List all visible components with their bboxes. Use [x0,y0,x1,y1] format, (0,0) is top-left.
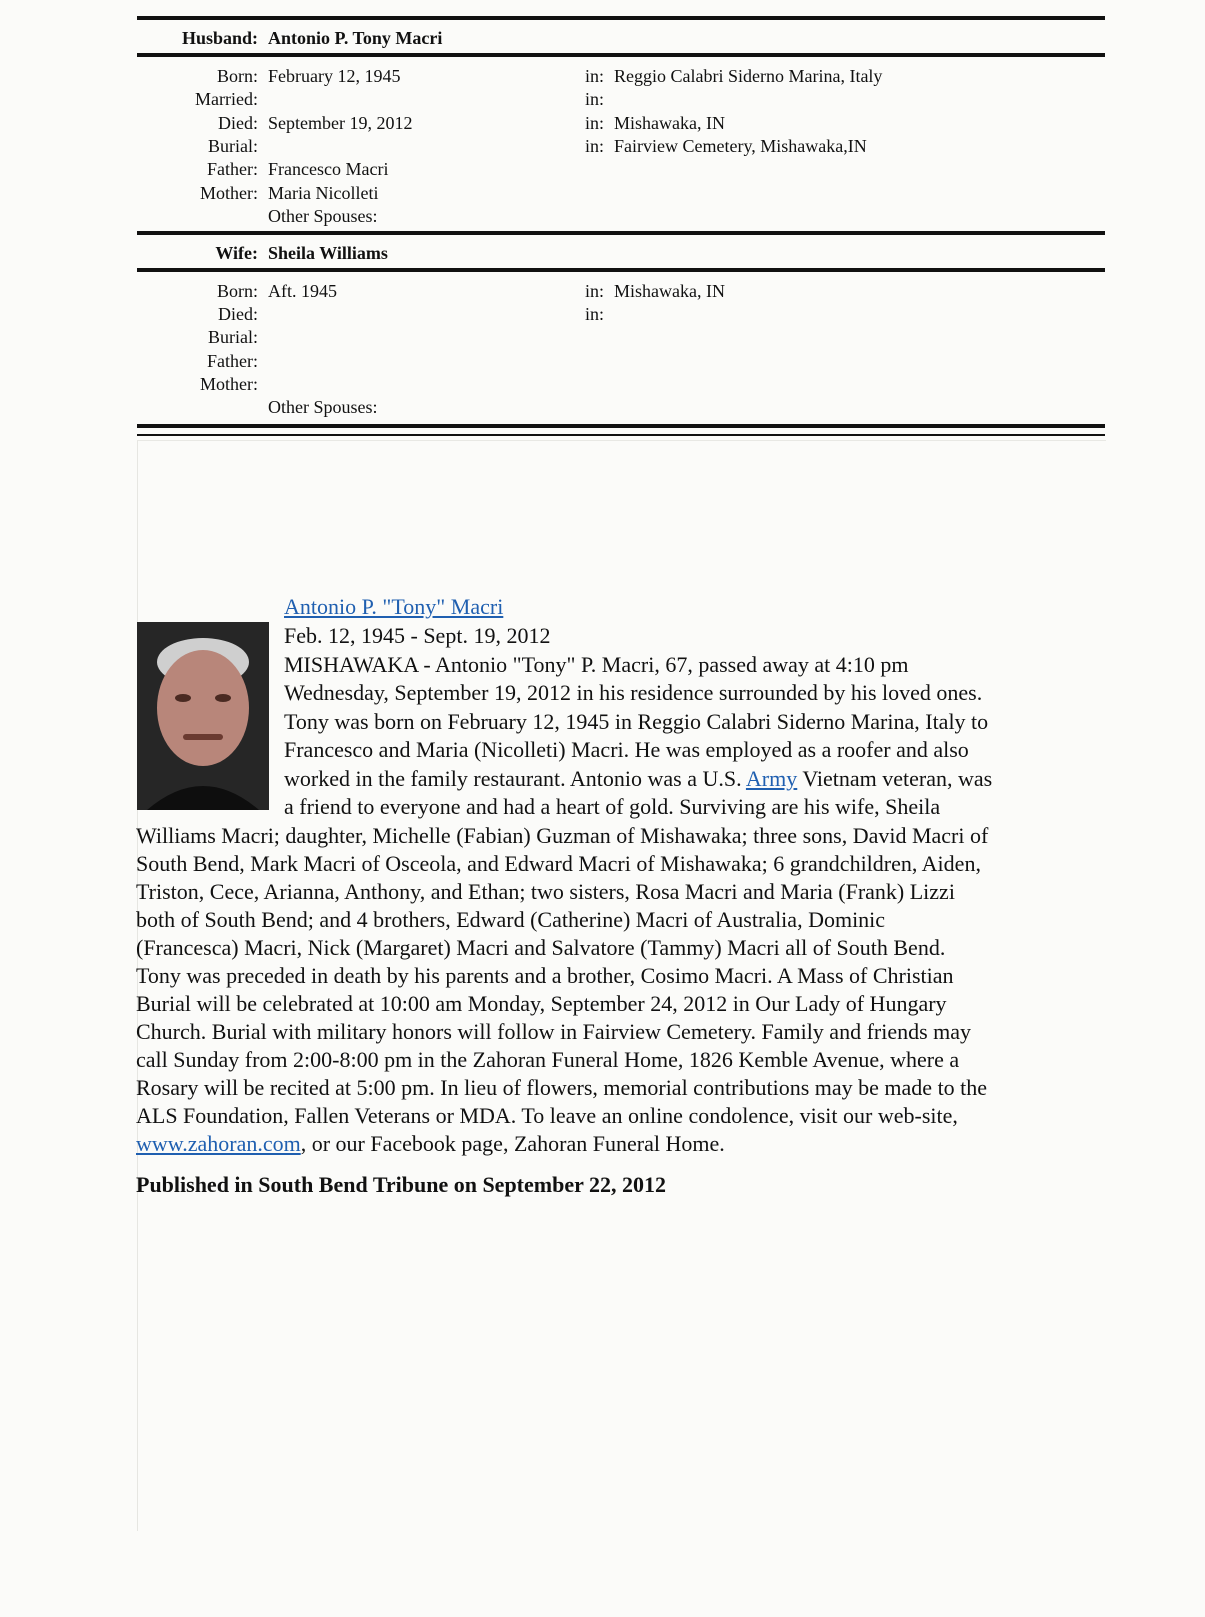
obituary-line [284,766,992,792]
husband-field-value: February 12, 1945 [268,66,401,86]
wife-field-label: Born: [216,281,258,301]
wife-other-spouses: Other Spouses: [268,397,378,417]
obituary-line: ALS Foundation, Fallen Veterans or MDA. To leave an online condolence, visit our web-site, [136,1103,958,1128]
wife-field-in-value: Mishawaka, IN [614,281,725,301]
husband-name: Antonio P. Tony Macri [268,28,443,48]
husband-rule [137,53,1105,57]
husband-field-in-value: Mishawaka, IN [614,112,725,133]
obituary-line: Burial will be celebrated at 10:00 am Monday, September 24, 2012 in Our Lady of Hungary [136,991,947,1016]
obituary-line: Tony was preceded in death by his parents and a brother, Cosimo Macri. A Mass of Christian [136,963,954,988]
obituary-line: Church. Burial with military honors will follow in Fairview Cemetery. Family and friends may [136,1019,972,1044]
bottom-rule-1 [137,424,1105,428]
husband-field-in-label: in: [585,66,605,86]
husband-field-row [0,136,1205,160]
wife-top-rule [137,231,1105,235]
husband-label: Husband: [181,28,258,48]
husband-field-value: September 19, 2012 [268,112,413,133]
wife-field-label: Burial: [208,327,258,348]
husband-field-row [0,159,1205,183]
published-note: Published in South Bend Tribune on September 22, 2012 [136,1172,666,1197]
obituary-line: MISHAWAKA - Antonio "Tony" P. Macri, 67, passed away at 4:10 pm [284,652,909,677]
obituary-line-text: , or our Facebook page, Zahoran Funeral Home. [300,1131,725,1156]
husband-field-in-label: in: [585,135,605,156]
husband-field-label: Burial: [208,135,258,156]
portrait-photo [137,622,269,810]
obituary-line: Williams Macri; daughter, Michelle (Fabian) Guzman of Mishawaka; three sons, David Macri of [136,823,989,848]
wife-name: Sheila Williams [268,243,388,263]
top-rule [137,16,1105,20]
wife-field-in-label: in: [585,281,605,301]
husband-field-row [0,183,1205,207]
wife-field-label: Father: [207,350,258,371]
husband-field-label: Born: [216,66,258,86]
husband-field-in-label: in: [585,112,605,133]
obituary-line-text: worked in the family restaurant. Antonio was a U.S. [284,766,746,791]
obituary-line: Tony was born on February 12, 1945 in Reggio Calabri Siderno Marina, Italy to [284,709,989,734]
husband-field-row [0,113,1205,137]
wife-field-row [0,281,1205,305]
husband-field-value: Maria Nicolleti [268,182,379,203]
wife-label: Wife: [215,243,258,263]
husband-field-in-label: in: [585,89,605,110]
obituary-line: Rosary will be recited at 5:00 pm. In lieu of flowers, memorial contributions may be made to the [136,1075,988,1100]
husband-field-label: Mother: [200,182,258,203]
obituary-title-link[interactable]: Antonio P. "Tony" Macri [284,594,504,619]
husband-field-in-value: Fairview Cemetery, Mishawaka,IN [614,135,867,156]
obituary-line: Francesco and Maria (Nicolleti) Macri. He was employed as a roofer and also [284,737,969,762]
army-link[interactable]: Army [745,766,798,791]
wife-field-row [0,374,1205,398]
wife-field-row [0,351,1205,375]
husband-field-row [0,66,1205,90]
husband-field-label: Father: [207,159,258,180]
husband-field-value: Francesco Macri [268,159,389,180]
obituary-line: a friend to everyone and had a heart of gold. Surviving are his wife, Sheila [284,794,941,819]
husband-other-spouses: Other Spouses: [268,206,378,226]
obituary-line: call Sunday from 2:00-8:00 pm in the Zahoran Funeral Home, 1826 Kemble Avenue, where a [136,1047,960,1072]
husband-header [0,28,1205,52]
husband-field-row [0,89,1205,113]
obituary-line: (Francesca) Macri, Nick (Margaret) Macri and Salvatore (Tammy) Macri all of South Bend. [136,935,946,960]
wife-field-row [0,327,1205,351]
wife-header [0,243,1205,267]
bottom-rule-2 [137,434,1105,436]
wife-field-row [0,304,1205,328]
portrait-image [137,622,269,810]
wife-field-label: Mother: [200,373,258,394]
obituary-line: South Bend, Mark Macri of Osceola, and Edward Macri of Mishawaka; 6 grandchildren, Aiden, [136,851,981,876]
obituary-line [136,1131,725,1157]
wife-field-value: Aft. 1945 [268,281,337,301]
website-link[interactable]: www.zahoran.com [136,1131,301,1156]
wife-field-label: Died: [218,304,258,325]
obituary-line: both of South Bend; and 4 brothers, Edward (Catherine) Macri of Australia, Dominic [136,907,886,932]
obituary-line-tail: Vietnam veteran, was [797,766,993,791]
obituary-line: Wednesday, September 19, 2012 in his residence surrounded by his loved ones. [284,680,983,705]
obituary-line: Triston, Cece, Arianna, Anthony, and Ethan; two sisters, Rosa Macri and Maria (Frank) Lizzi [136,879,955,904]
obituary-dates: Feb. 12, 1945 - Sept. 19, 2012 [284,623,551,648]
husband-field-in-value: Reggio Calabri Siderno Marina, Italy [614,66,883,86]
wife-rule [137,268,1105,272]
husband-field-label: Married: [195,89,258,110]
husband-field-label: Died: [218,112,258,133]
wife-field-in-label: in: [585,304,605,325]
